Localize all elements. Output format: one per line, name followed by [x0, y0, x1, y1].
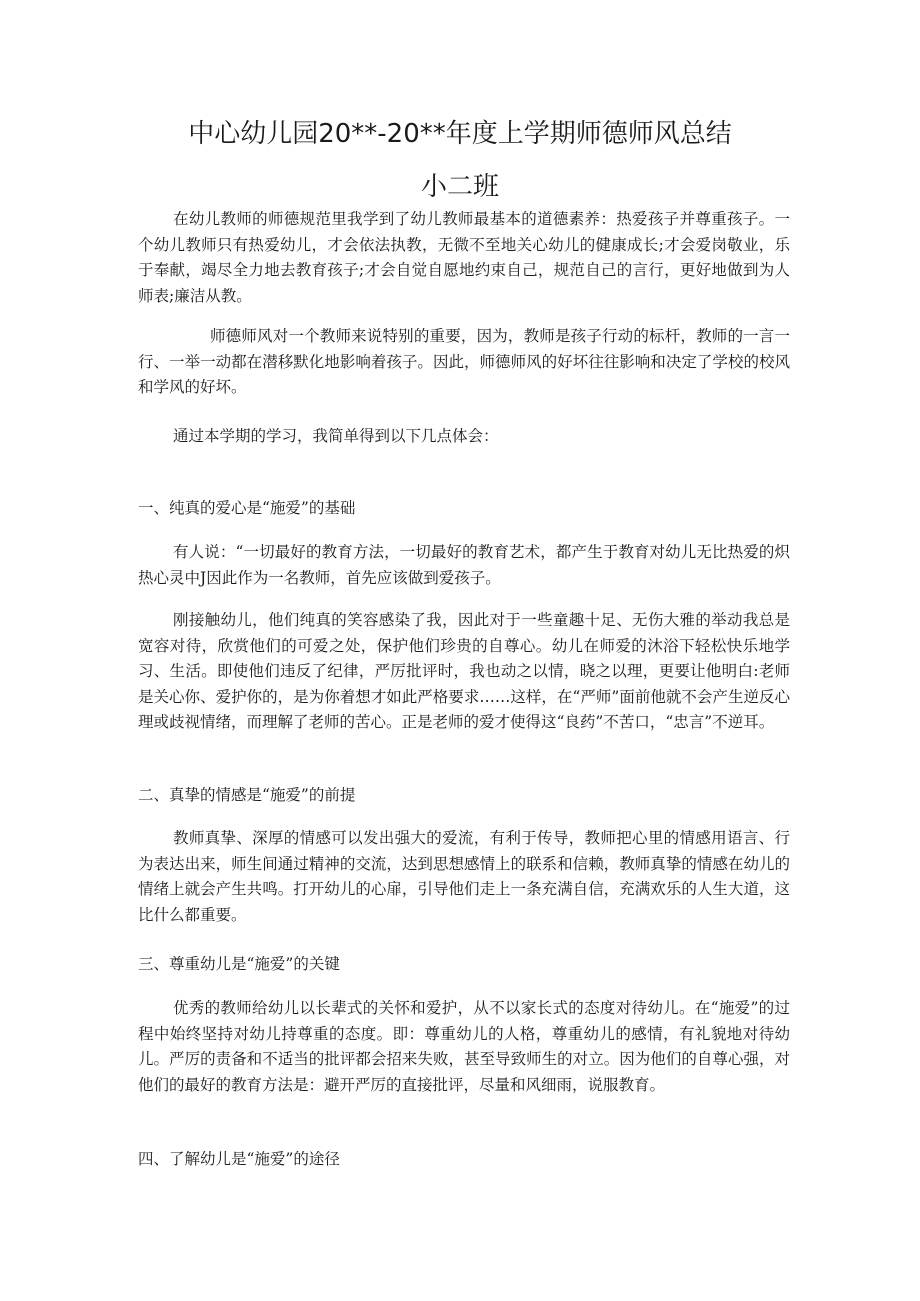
section-1-paragraph-1: 有人说：“一切最好的教育方法，一切最好的教育艺术，都产生于教育对幼儿无比热爱的炽热心灵中J因此作为一名教师，首先应该做到爱孩子。	[138, 543, 790, 587]
section-2-paragraph-1: 教师真挚、深厚的情感可以发出强大的爱流，有利于传导，教师把心里的情感用语言、行为表达出来，师生间通过精神的交流，达到思想感情上的联系和信赖，教师真挚的情感在幼儿的情绪上就会产生共鸣。打开幼儿的心扉，引导他们走上一条充满自信，充满欢乐的人生大道，这比什么都重要。	[138, 829, 790, 924]
intro-paragraph-2: 师德师风对一个教师来说特别的重要，因为，教师是孩子行动的标杆，教师的一言一行、一举一动都在潜移默化地影响着孩子。因此，师德师风的好坏往往影响和决定了学校的校风和学风的好坏。	[138, 327, 790, 396]
section-1-heading: 一、纯真的爱心是“施爱”的基础	[138, 499, 356, 517]
intro-paragraph-1: 在幼儿教师的师德规范里我学到了幼儿教师最基本的道德素养：热爱孩子并尊重孩子。一个幼儿教师只有热爱幼儿，才会依法执教，无微不至地关心幼儿的健康成长;才会爱岗敬业，乐于奉献，竭尽全力地去教育孩子;才会自觉自愿地约束自己，规范自己的言行，更好地做到为人师表;廉洁从教。	[138, 210, 790, 305]
section-3-heading: 三、尊重幼儿是“施爱”的关键	[138, 955, 340, 973]
section-4-heading: 四、了解幼儿是“施爱”的途径	[138, 1150, 340, 1168]
document-title: 中心幼儿园20**-20**年度上学期师德师风总结	[188, 119, 732, 149]
section-1-paragraph-2: 刚接触幼儿，他们纯真的笑容感染了我，因此对于一些童趣十足、无伤大雅的举动我总是宽容对待，欣赏他们的可爱之处，保护他们珍贵的自尊心。幼儿在师爱的沐浴下轻松快乐地学习、生活。即使他们违反了纪律，严厉批评时，我也动之以情，晓之以理，更要让他明白:老师是关心你、爱护你的，是为你着想才如此严格要求……这样，在“严师”面前他就不会产生逆反心理或歧视情绪，而理解了老师的苦心。正是老师的爱才使得这“良药”不苦口，“忠言”不逆耳。	[138, 611, 790, 731]
document-subtitle: 小二班	[420, 172, 499, 202]
intro-paragraph-3: 通过本学期的学习，我简单得到以下几点体会：	[173, 427, 499, 445]
section-3-paragraph-1: 优秀的教师给幼儿以长辈式的关怀和爱护，从不以家长式的态度对待幼儿。在“施爱”的过程中始终坚持对幼儿持尊重的态度。即：尊重幼儿的人格，尊重幼儿的感情，有礼貌地对待幼儿。严厉的责备和不适当的批评都会招来失败，甚至导致师生的对立。因为他们的自尊心强，对他们的最好的教育方法是：避开严厉的直接批评，尽量和风细雨，说服教育。	[138, 999, 790, 1094]
section-2-heading: 二、真挚的情感是“施爱”的前提	[138, 786, 356, 804]
